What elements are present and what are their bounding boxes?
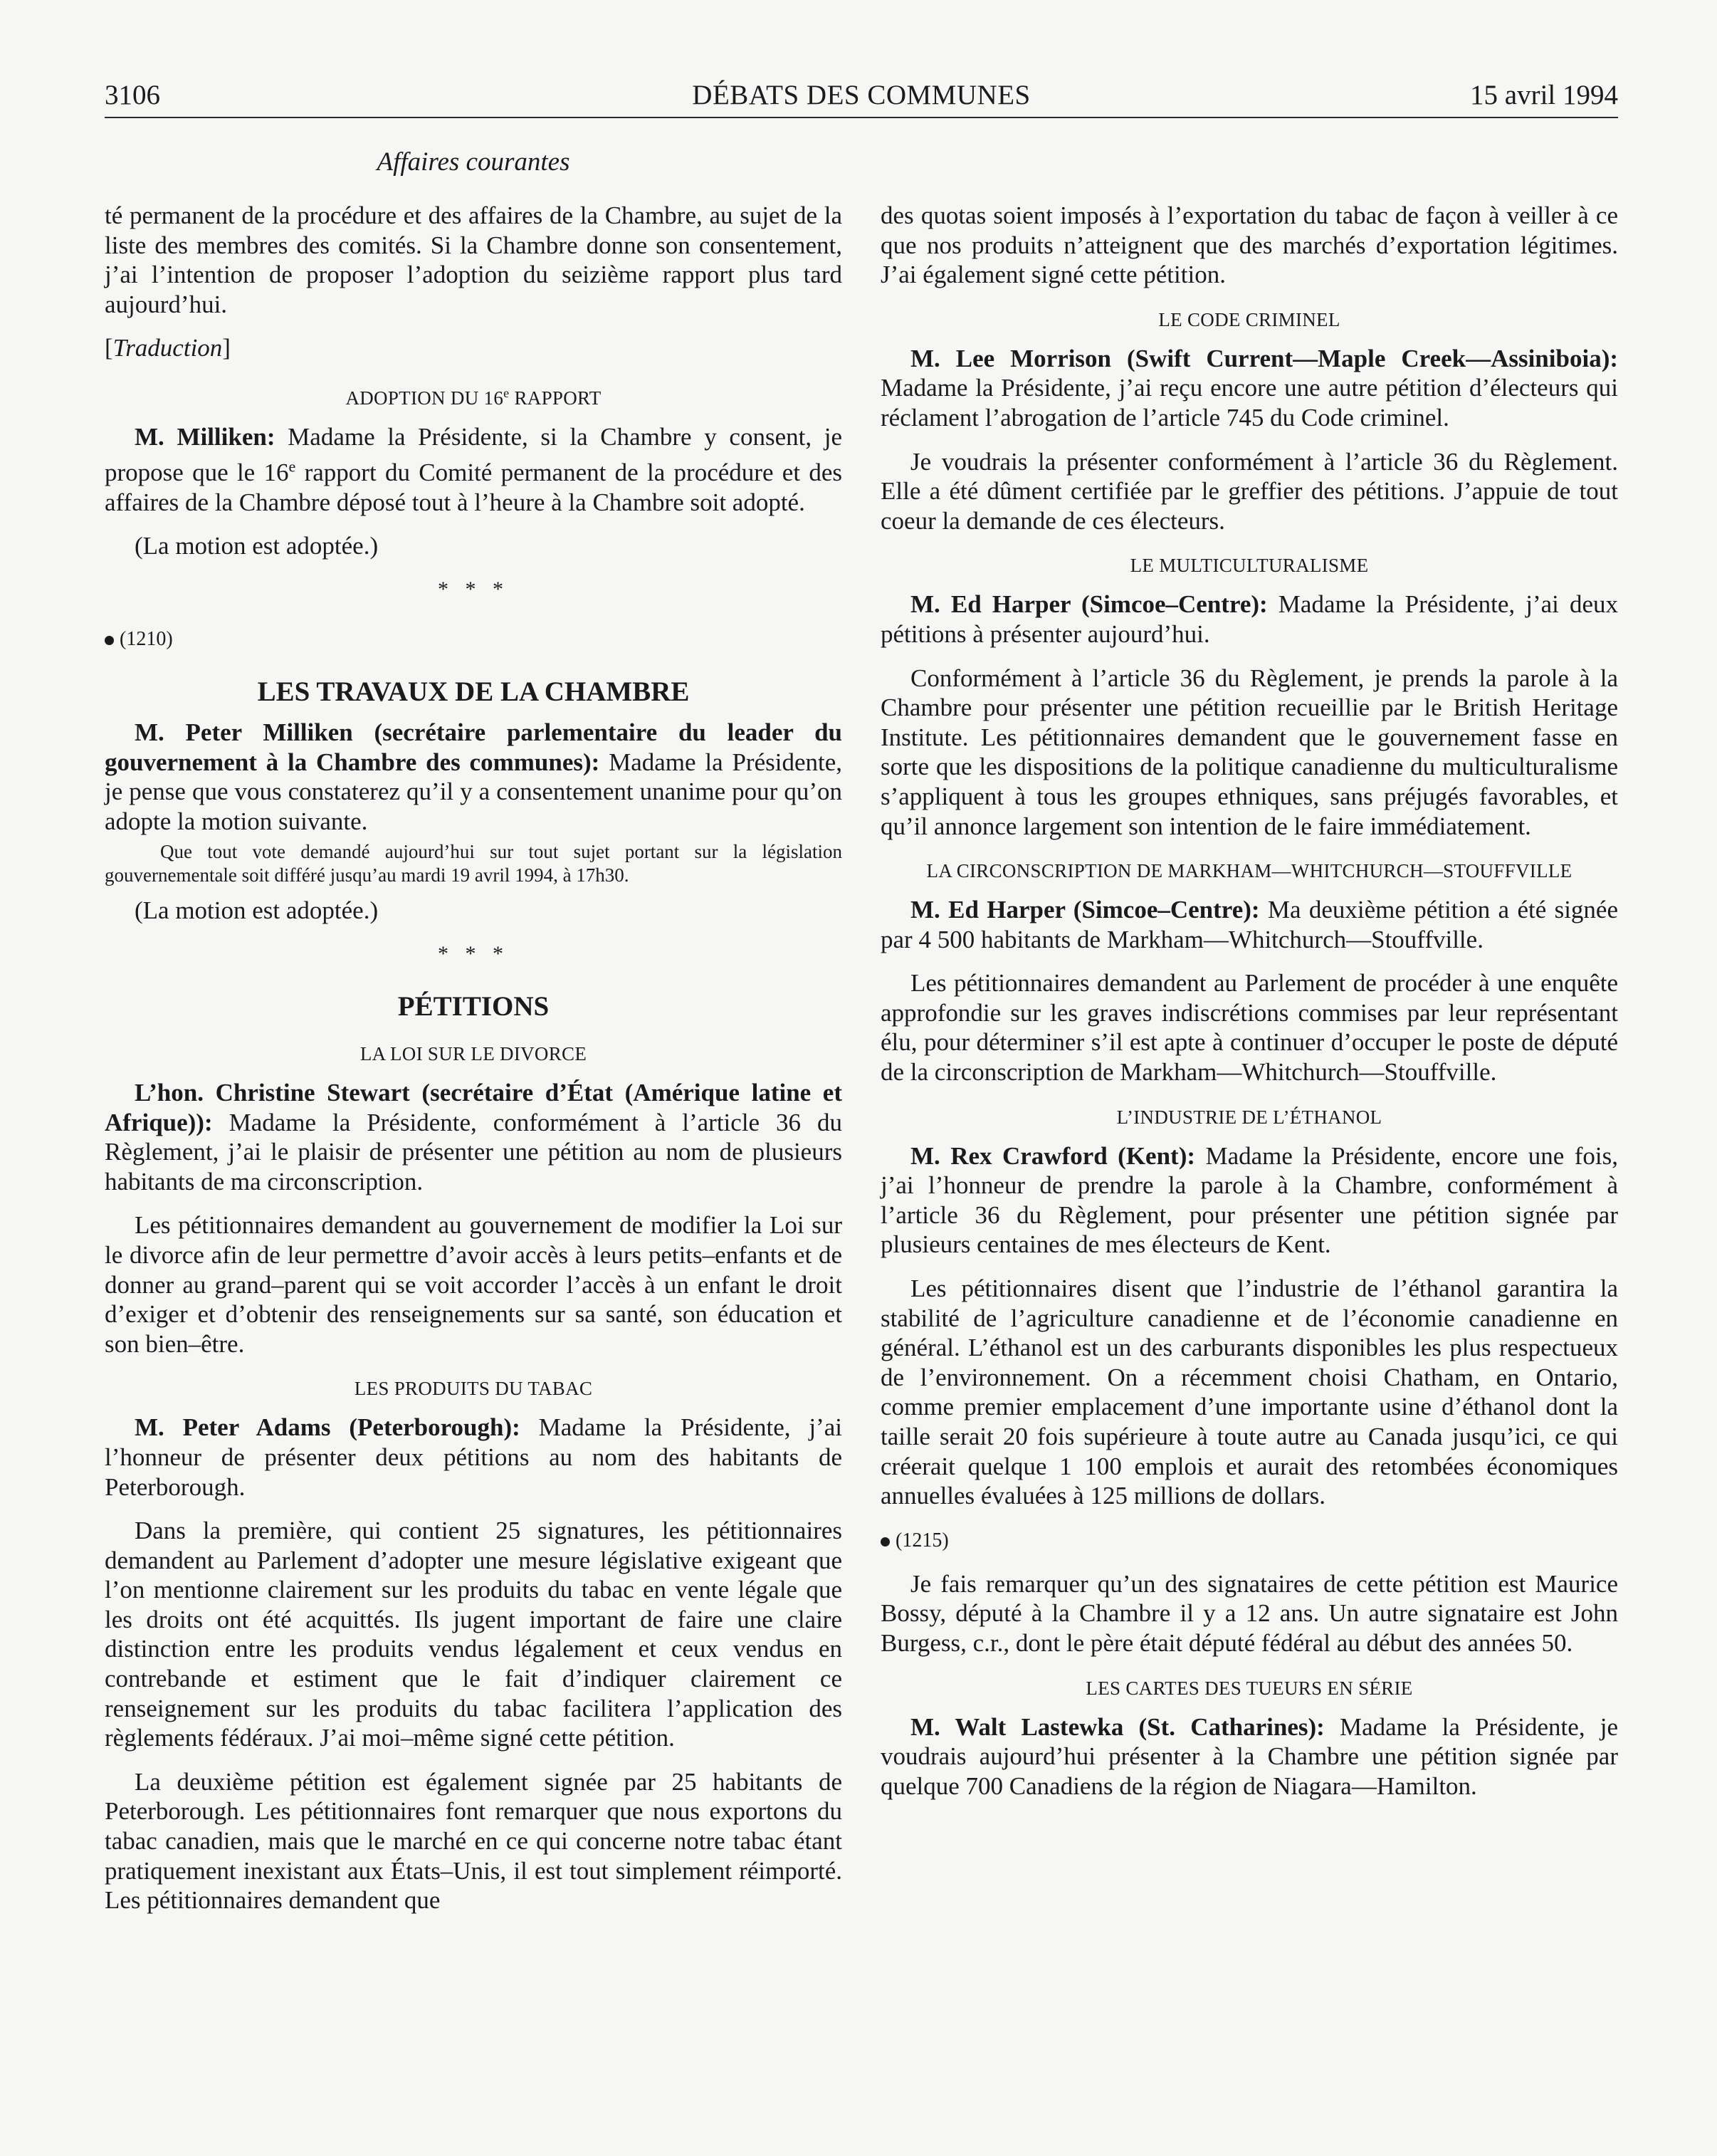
page-header [105,74,1618,117]
subheading-divorce: LA LOI SUR LE DIVORCE [359,1042,587,1064]
speaker-name: M. Peter Adams (Peterborough): [135,1413,520,1442]
paragraph: Les pétitionnaires demandent au gouvernement de modifier la Loi sur le divorce afin de leur permettre d’avoir accès à leurs petits–enfants et de donner au grand–parent qui se voit accorder l’accès à un enfant le droit d’exiger et d’obtenir des renseignements sur sa santé, son éducation et son bien–être. [105,1211,842,1358]
section-separator: * * * [438,577,509,601]
subheading-adoption: ADOPTION DU 16e RAPPORT [345,385,602,409]
motion-adopted: (La motion est adoptée.) [135,532,379,560]
speech-milliken: M. Milliken: Madame la Présidente, si la Chambre y consent, je propose que le 16e rapport du Comité permanent de la procédure et des affaires de la Chambre déposé tout à l’heure à la Chambre soit adopté. [105,422,843,516]
section-title-travaux: LES TRAVAUX DE LA CHAMBRE [257,676,690,707]
paragraph: Je fais remarquer qu’un des signataires de cette pétition est Maurice Bossy, député à la Chambre il y a 12 ans. Un autre signataire est John Burgess, c.r., dont le père était député fédéral au début des années 50. [881,1569,1618,1657]
speech-harper: M. Ed Harper (Simcoe–Centre): Ma deuxième pétition a été signée par 4 500 habitants de Markham—Whitchurch—Stouffville. [881,896,1618,953]
speaker-name: M. Ed Harper (Simcoe–Centre): [910,590,1268,619]
header-rule [105,117,1618,118]
subheading-markham: LA CIRCONSCRIPTION DE MARKHAM—WHITCHURCH—STOUFFVILLE [926,860,1572,882]
paragraph: Je voudrais la présenter conformément à l’article 36 du Règlement. Elle a été dûment certifiée par le greffier des pétitions. J’appuie de tout coeur la demande de ces électeurs. [881,447,1618,535]
publication-title: DÉBATS DES COMMUNES [692,80,1031,110]
bullet-icon [881,1537,890,1547]
speaker-name: M. Lee Morrison (Swift Current—Maple Creek—Assiniboia): [910,344,1618,372]
paragraph: Les pétitionnaires disent que l’industrie de l’éthanol garantira la stabilité de l’agriculture canadienne et de l’économie canadienne en général. L’éthanol est un des carburants disponibles les plus respectueux de l’environnement. On a récemment choisi Chatham, en Ontario, comme premier emplacement d’une importante usine d’éthanol dont la taille serait 20 fois supérieure à toute autre au Canada jusqu’ici, ce qui créerait quelque 1 100 emplois et aurait des retombées économiques annuelles évaluées à 125 millions de dollars. [881,1275,1618,1510]
subheading-cartes: LES CARTES DES TUEURS EN SÉRIE [1086,1677,1413,1699]
speaker-name: M. Ed Harper (Simcoe–Centre): [910,896,1260,924]
speech-adams: M. Peter Adams (Peterborough): Madame la Présidente, j’ai l’honneur de présenter deux pétitions au nom des habitants de Peterborough. [105,1413,843,1501]
speech-harper: M. Ed Harper (Simcoe–Centre): Madame la Présidente, j’ai deux pétitions à présenter aujourd’hui. [881,590,1618,648]
page-number: 3106 [105,80,160,110]
paragraph: Les pétitionnaires demandent au Parlement de procéder à une enquête approfondie sur les graves indiscrétions commises par leur représentant élu, pour déterminer s’il est apte à continuer d’occuper le poste de député de la circonscription de Markham—Whitchurch—Stouffville. [881,969,1618,1087]
subheading-multiculturalisme: LE MULTICULTURALISME [1130,555,1369,577]
section-label: Affaires courantes [377,147,570,177]
paragraph: La deuxième pétition est également signée par 25 habitants de Peterborough. Les pétitionnaires font remarquer que nous exportons du tabac canadien, mais que le marché en ce qui concerne notre tabac étant pratiquement inexistant aux États–Unis, il est tout simplement réimporté. Les pétitionnaires demandent que [105,1767,842,1915]
traduction-note: [Traduction] [105,334,231,362]
motion-adopted: (La motion est adoptée.) [135,896,379,925]
speaker-name: M. Milliken: [135,422,275,451]
section-title-petitions: PÉTITIONS [397,990,550,1022]
speaker-name: M. Rex Crawford (Kent): [910,1141,1196,1170]
speech-morrison: M. Lee Morrison (Swift Current—Maple Creek—Assiniboia): Madame la Présidente, j’ai reçu encore une autre pétition d’électeurs qui réclament l’abrogation de l’article 745 du Code criminel. [881,344,1618,431]
subheading-tabac: LES PRODUITS DU TABAC [354,1378,593,1400]
paragraph: des quotas soient imposés à l’exportation du tabac de façon à veiller à ce que nos produits n’atteignent que des marchés d’exportation légitimes. J’ai également signé cette pétition. [881,202,1618,289]
paragraph: té permanent de la procédure et des affaires de la Chambre, au sujet de la liste des membres des comités. Si la Chambre donne son consentement, j’ai l’intention de proposer l’adoption du seizième rapport plus tard aujourd’hui. [105,202,842,318]
speech-peter-milliken: M. Peter Milliken (secrétaire parlementaire du leader du gouvernement à la Chambre des communes): Madame la Présidente, je pense que vous constaterez qu’il y a consentement unanime pour qu’on adopte la motion suivante. [105,718,842,835]
speaker-name: M. Peter Milliken (secrétaire parlementaire du leader du gouvernement à la Chambre des communes): [105,718,842,776]
left-column [105,201,842,1915]
speech-crawford: M. Rex Crawford (Kent): Madame la Présidente, encore une fois, j’ai l’honneur de prendre la parole à la Chambre, conformément à l’article 36 du Règlement, pour présenter une pétition signée par plusieurs centaines de mes électeurs de Kent. [881,1141,1619,1259]
speech-stewart: L’hon. Christine Stewart (secrétaire d’État (Amérique latine et Afrique)): Madame la Présidente, conformément à l’article 36 du Règlement, j’ai le plaisir de présenter une pétition au nom de plusieurs habitants de ma circonscription. [105,1078,842,1195]
issue-date: 15 avril 1994 [1470,80,1618,110]
bullet-icon [105,636,114,645]
speaker-name: L’hon. Christine Stewart (secrétaire d’État (Amérique latine et Afrique)): [105,1078,842,1136]
subheading-ethanol: L’INDUSTRIE DE L’ÉTHANOL [1116,1106,1382,1128]
speech-lastewka: M. Walt Lastewka (St. Catharines): Madame la Présidente, je voudrais aujourd’hui présenter à la Chambre une pétition signée par quelque 700 Canadiens de la région de Niagara—Hamilton. [881,1712,1618,1800]
motion-quote: Que tout vote demandé aujourd’hui sur tout sujet portant sur la législation gouvernementale soit différé jusqu’au mardi 19 avril 1994, à 17h30. [105,841,842,886]
paragraph: Conformément à l’article 36 du Règlement, je prends la parole à la Chambre pour présenter une pétition recueillie par le British Heritage Institute. Les pétitionnaires demandent que le gouvernement fasse en sorte que les dispositions de la politique canadienne du multiculturalisme s’appliquent à tous les groupes ethniques, sans préjugés favorables, et qu’il annonce largement son intention de le faire immédiatement. [881,664,1618,840]
timestamp-marker: (1210) [105,625,842,654]
speaker-name: M. Walt Lastewka (St. Catharines): [910,1712,1325,1741]
timestamp-marker: (1215) [881,1527,1618,1555]
subheading-criminel: LE CODE CRIMINEL [1158,308,1340,330]
section-separator: * * * [438,941,509,966]
paragraph: Dans la première, qui contient 25 signatures, les pétitionnaires demandent au Parlement d’adopter une mesure législative exigeant que l’on mentionne clairement sur les produits du tabac en vente légale que les droits ont été acquittés. Ils jugent important de faire une claire distinction entre les produits vendus légalement et ceux vendus en contrebande et estiment que le fait d’indiquer clairement ce renseignement sur les produits du tabac facilitera l’application des règlements fédéraux. J’ai moi–même signé cette pétition. [105,1517,842,1752]
right-column [881,201,1618,1801]
